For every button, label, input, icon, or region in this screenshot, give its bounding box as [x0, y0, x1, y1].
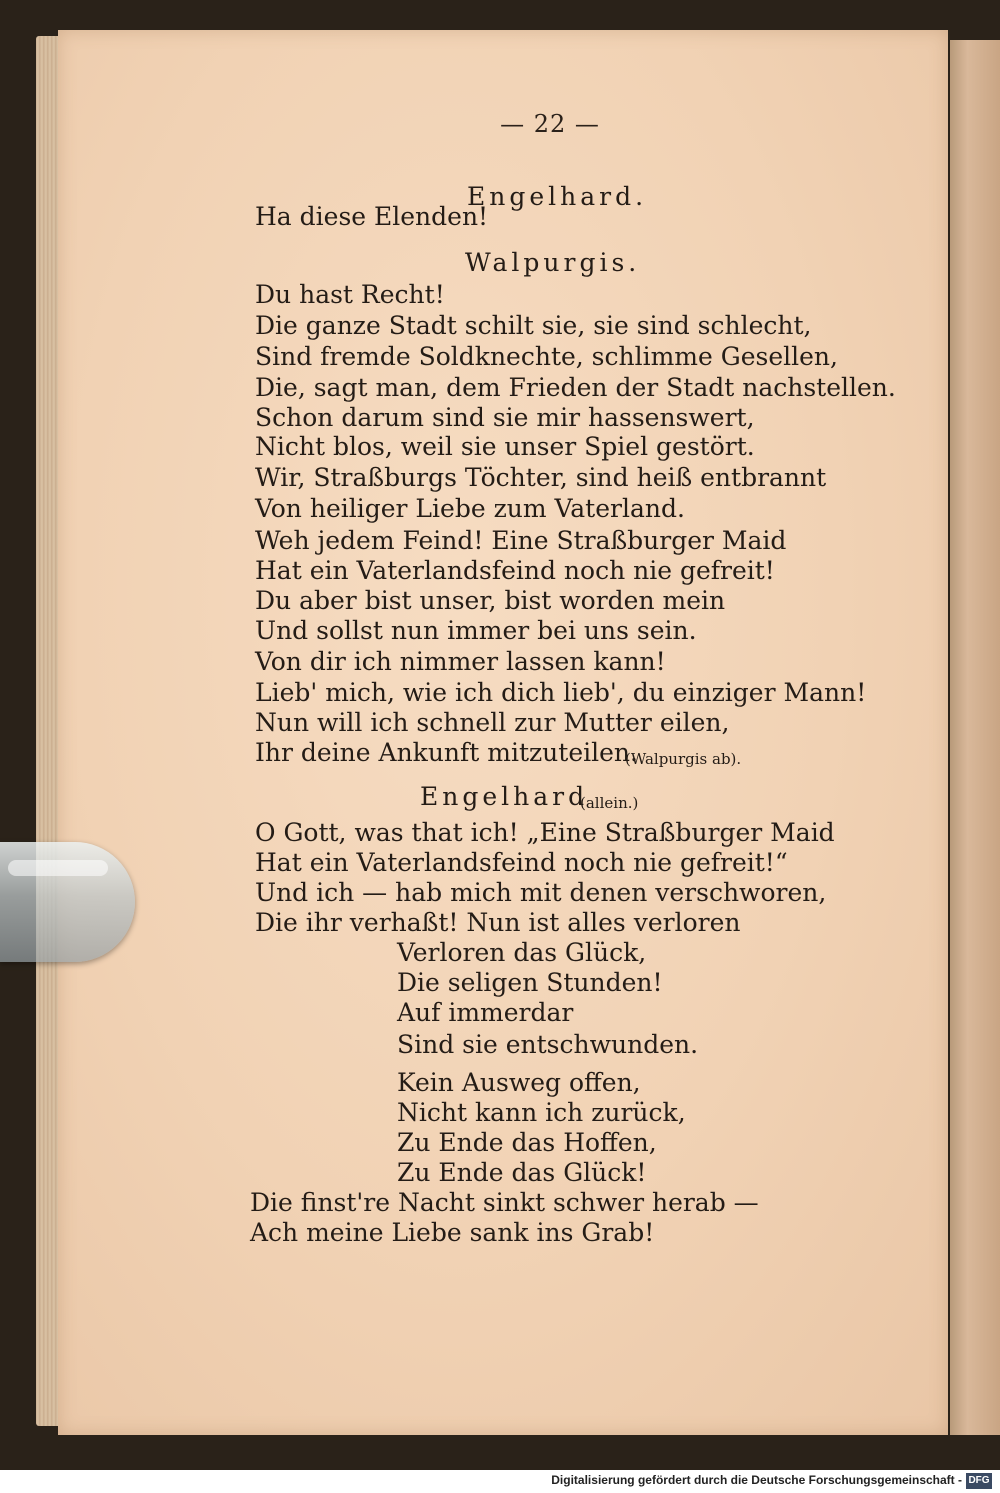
verse-line: Nicht blos, weil sie unser Spiel gestört.	[255, 432, 755, 461]
speaker-heading: Walpurgis.	[465, 248, 641, 277]
verse-line: Die ganze Stadt schilt sie, sie sind schlecht,	[255, 311, 812, 340]
verse-line: Nun will ich schnell zur Mutter eilen,	[255, 708, 730, 737]
verse-line: Von heiliger Liebe zum Vaterland.	[255, 494, 685, 523]
page-number: — 22 —	[500, 110, 600, 138]
verse-line: Die, sagt man, dem Frieden der Stadt nachstellen.	[255, 373, 896, 402]
footer-bar	[0, 1470, 1000, 1493]
verse-line: Schon darum sind sie mir hassenswert,	[255, 403, 755, 432]
verse-line: Die seligen Stunden!	[397, 968, 663, 997]
verse-line: Ach meine Liebe sank ins Grab!	[250, 1218, 655, 1247]
verse-line: Von dir ich nimmer lassen kann!	[255, 647, 666, 676]
speaker-heading: Engelhard.	[467, 182, 648, 211]
verse-line: Auf immerdar	[397, 998, 574, 1027]
verse-line: Zu Ende das Hoffen,	[397, 1128, 657, 1157]
verse-line: Kein Ausweg offen,	[397, 1068, 641, 1097]
verse-line: Und ich — hab mich mit denen verschworen,	[255, 878, 827, 907]
footer-credit: Digitalisierung gefördert durch die Deutsche Forschungsgemeinschaft -	[551, 1473, 962, 1487]
dfg-logo: DFG	[966, 1473, 992, 1489]
stage-direction: (allein.)	[580, 794, 639, 812]
verse-line: Ha diese Elenden!	[255, 202, 489, 231]
verse-line: Du aber bist unser, bist worden mein	[255, 586, 726, 615]
stage-direction: (Walpurgis ab).	[625, 750, 742, 768]
verse-line: Verloren das Glück,	[397, 938, 647, 967]
verse-line: Und sollst nun immer bei uns sein.	[255, 616, 697, 645]
verse-line: O Gott, was that ich! „Eine Straßburger Maid	[255, 818, 835, 847]
verse-line: Zu Ende das Glück!	[397, 1158, 647, 1187]
verse-line: Hat ein Vaterlandsfeind noch nie gefreit!“	[255, 848, 788, 877]
verse-line: Nicht kann ich zurück,	[397, 1098, 686, 1127]
verse-line: Weh jedem Feind! Eine Straßburger Maid	[255, 526, 787, 555]
verse-line: Ihr deine Ankunft mitzuteilen.	[255, 738, 638, 767]
page-clip	[0, 842, 135, 962]
speaker-heading: Engelhard	[420, 782, 589, 811]
verse-line: Die finst're Nacht sinkt schwer herab —	[250, 1188, 759, 1217]
verse-line: Wir, Straßburgs Töchter, sind heiß entbrannt	[255, 463, 827, 492]
verse-line: Sind sie entschwunden.	[397, 1030, 699, 1059]
verse-line: Lieb' mich, wie ich dich lieb', du einziger Mann!	[255, 678, 867, 707]
verse-line: Sind fremde Soldknechte, schlimme Gesellen,	[255, 342, 838, 371]
verse-line: Hat ein Vaterlandsfeind noch nie gefreit!	[255, 556, 775, 585]
verse-line: Die ihr verhaßt! Nun ist alles verloren	[255, 908, 741, 937]
verse-line: Du hast Recht!	[255, 280, 445, 309]
facing-page-edge	[950, 40, 1000, 1435]
